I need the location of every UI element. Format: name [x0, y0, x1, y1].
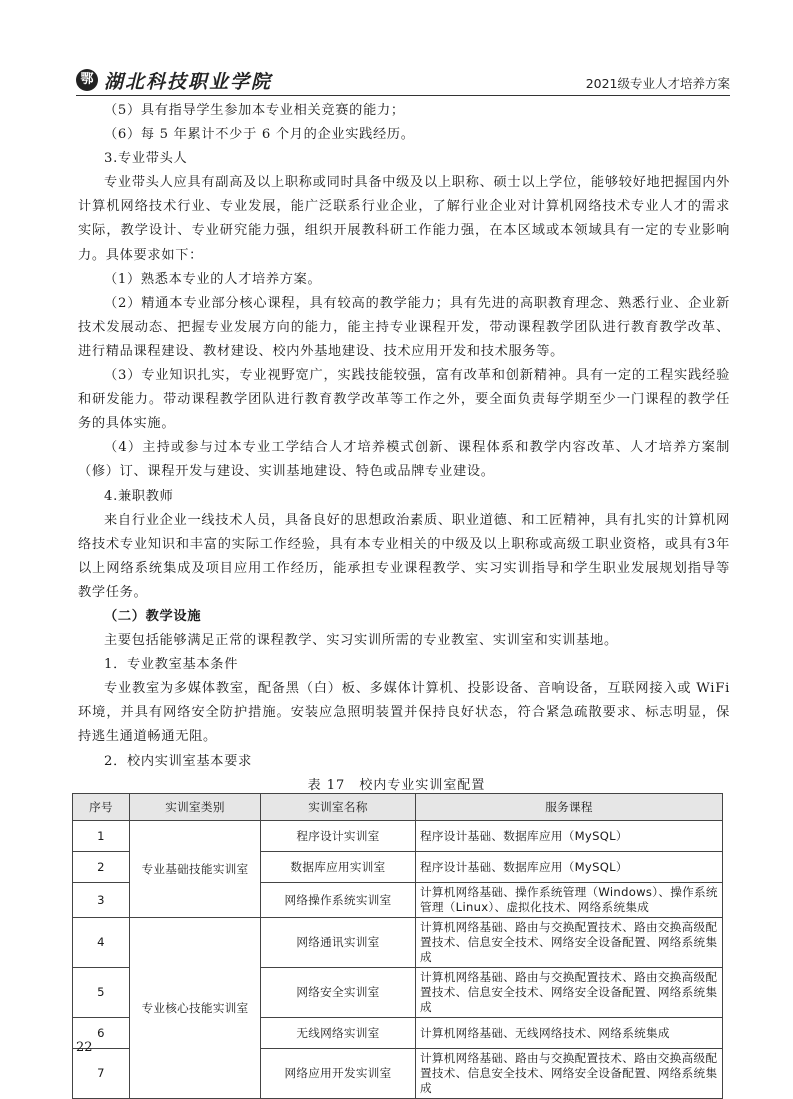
training-room-table	[72, 793, 723, 1099]
table-row	[73, 918, 723, 968]
row-room-name: 程序设计实训室	[261, 821, 416, 852]
col-header-room: 实训室名称	[261, 794, 416, 821]
table-row	[73, 821, 723, 852]
paragraph: （6）每 5 年累计不少于 6 个月的企业实践经历。	[104, 127, 415, 143]
paragraph: 3.专业带头人	[104, 151, 188, 167]
row-courses: 计算机网络基础、路由与交换配置技术、路由交换高级配置技术、信息安全技术、网络安全设备配置、网络系统集成	[416, 918, 723, 968]
school-logo	[76, 66, 272, 94]
row-no: 6	[73, 1018, 130, 1049]
row-room-name: 数据库应用实训室	[261, 852, 416, 883]
paragraph: 1．专业教室基本条件	[104, 657, 239, 673]
col-header-courses: 服务课程	[416, 794, 723, 821]
row-courses: 程序设计基础、数据库应用（MySQL）	[416, 821, 723, 852]
row-room-name: 无线网络实训室	[261, 1018, 416, 1049]
row-room-name: 网络通讯实训室	[261, 918, 416, 968]
row-no: 2	[73, 852, 130, 883]
paragraph: （3）专业知识扎实，专业视野宽广，实践技能较强，富有改革和创新精神。具有一定的工程实践经验和研发能力。带动课程教学团队进行教育教学改革等工作之外，要全面负责每学期至少一门课程的教学任务的具体实施。	[78, 368, 730, 432]
page-header	[76, 60, 730, 96]
row-category: 专业核心技能实训室	[130, 918, 261, 1099]
section-heading: （二）教学设施	[104, 608, 202, 624]
row-courses: 程序设计基础、数据库应用（MySQL）	[416, 852, 723, 883]
row-no: 5	[73, 968, 130, 1018]
row-category: 专业基础技能实训室	[130, 821, 261, 918]
paragraph: 专业带头人应具有副高及以上职称或同时具备中级及以上职称、硕士以上学位，能够较好地把握国内外计算机网络技术行业、专业发展，能广泛联系行业企业，了解行业企业对计算机网络技术专业人才的需求实际，教学设计、专业研究能力强，组织开展教科研工作能力强，在本区域或本领域具有一定的专业影响力。具体要求如下：	[78, 175, 730, 263]
document-title: 2021级专业人才培养方案	[585, 76, 730, 91]
page-number: 22	[76, 1040, 93, 1055]
school-seal-icon: 鄂	[76, 69, 98, 91]
paragraph: 专业教室为多媒体教室，配备黑（白）板、多媒体计算机、投影设备、音响设备，互联网接入或 WiFi 环境，并具有网络安全防护措施。安装应急照明装置并保持良好状态，符合紧急疏散要求、标志明显，保持逃生通道畅通无阻。	[78, 681, 730, 745]
paragraph: （4）主持或参与过本专业工学结合人才培养模式创新、课程体系和教学内容改革、人才培养方案制（修）订、课程开发与建设、实训基地建设、特色或品牌专业建设。	[78, 440, 730, 480]
paragraph: 主要包括能够满足正常的课程教学、实习实训所需的专业教室、实训室和实训基地。	[104, 633, 618, 649]
col-header-category: 实训室类别	[130, 794, 261, 821]
row-no: 1	[73, 821, 130, 852]
paragraph: 来自行业企业一线技术人员，具备良好的思想政治素质、职业道德、和工匠精神，具有扎实的计算机网络技术专业知识和丰富的实际工作经验，具有本专业相关的中级及以上职称或高级工职业资格，或具有3年以上网络系统集成及项目应用工作经历，能承担专业课程教学、实习实训指导和学生职业发展规划指导等教学任务。	[78, 512, 730, 600]
row-courses: 计算机网络基础、路由与交换配置技术、路由交换高级配置技术、信息安全技术、网络安全设备配置、网络系统集成	[416, 1049, 723, 1099]
paragraph: （2）精通本专业部分核心课程，具有较高的教学能力；具有先进的高职教育理念、熟悉行业、企业新技术发展动态、把握专业发展方向的能力，能主持专业课程开发，带动课程教学团队进行教育教学改革、进行精品课程建设、教材建设、校内外基地建设、技术应用开发和技术服务等。	[78, 295, 730, 359]
row-courses: 计算机网络基础、无线网络技术、网络系统集成	[416, 1018, 723, 1049]
row-courses: 计算机网络基础、操作系统管理（Windows）、操作系统管理（Linux）、虚拟化技术、网络系统集成	[416, 883, 723, 918]
school-name: 湖北科技职业学院	[104, 70, 273, 93]
row-no: 3	[73, 883, 130, 918]
row-room-name: 网络应用开发实训室	[261, 1049, 416, 1099]
paragraph: （5）具有指导学生参加本专业相关竞赛的能力；	[104, 103, 405, 118]
table-caption: 表 17 校内专业实训室配置	[307, 778, 486, 793]
header-divider	[76, 95, 730, 96]
row-no: 4	[73, 918, 130, 968]
paragraph: （1）熟悉本专业的人才培养方案。	[104, 271, 322, 287]
col-header-no: 序号	[73, 794, 130, 821]
row-room-name: 网络操作系统实训室	[261, 883, 416, 918]
paragraph: 4.兼职教师	[104, 488, 174, 504]
row-room-name: 网络安全实训室	[261, 968, 416, 1018]
row-no: 7	[73, 1049, 130, 1099]
paragraph: 2．校内实训室基本要求	[104, 753, 252, 769]
row-courses: 计算机网络基础、路由与交换配置技术、路由交换高级配置技术、信息安全技术、网络安全设备配置、网络系统集成	[416, 968, 723, 1018]
body-text	[78, 99, 730, 774]
